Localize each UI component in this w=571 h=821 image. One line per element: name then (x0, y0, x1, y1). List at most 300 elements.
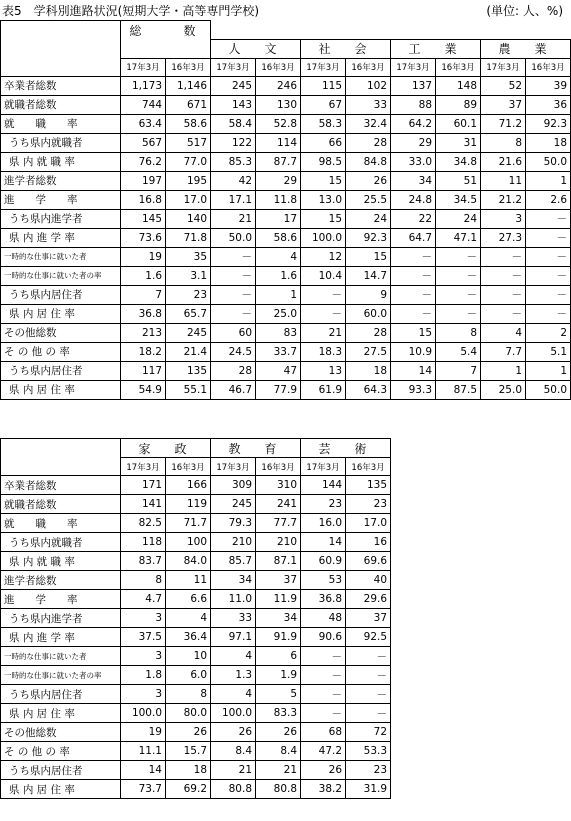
table-cell: 92.3 (526, 114, 571, 133)
table-cell: － (436, 304, 481, 323)
table-cell: 21 (256, 761, 301, 780)
table-cell: 8 (166, 685, 211, 704)
table-cell: 36.8 (301, 590, 346, 609)
table-cell: 71.7 (166, 514, 211, 533)
table-row (1, 266, 571, 285)
table-row (1, 685, 391, 704)
row-label: 県 内 居 住 率 (1, 380, 121, 399)
group-header: 教 育 (211, 439, 301, 458)
table-cell: 5.4 (436, 342, 481, 361)
table-cell: 3.1 (166, 266, 211, 285)
table-cell: 88 (391, 95, 436, 114)
table-cell: 60.9 (301, 552, 346, 571)
table-cell: 46.7 (211, 380, 256, 399)
row-label: うち県内進学者 (1, 209, 121, 228)
table-cell: 4 (481, 323, 526, 342)
table-cell: 1.9 (256, 666, 301, 685)
row-label: 一時的な仕事に就いた者の率 (1, 266, 121, 285)
table-cell: 24 (436, 209, 481, 228)
table-cell: 80.0 (166, 704, 211, 723)
table-cell: 8.4 (256, 742, 301, 761)
table-cell: 11 (166, 571, 211, 590)
table-cell: 34 (391, 171, 436, 190)
table-cell: 1 (526, 171, 571, 190)
table-cell: 87.7 (256, 152, 301, 171)
table-row (1, 190, 571, 209)
table-cell: 91.9 (256, 628, 301, 647)
table-cell: 21 (211, 209, 256, 228)
table-cell: － (346, 704, 391, 723)
table-cell: 1.6 (256, 266, 301, 285)
table-row (1, 76, 571, 95)
table-row (1, 380, 571, 399)
table-row (1, 285, 571, 304)
table-cell: 100.0 (301, 228, 346, 247)
table-row (1, 133, 571, 152)
table-cell: － (526, 304, 571, 323)
table-cell: 10.9 (391, 342, 436, 361)
table-cell: 27.3 (481, 228, 526, 247)
table-cell: 23 (346, 495, 391, 514)
table-cell: 15 (301, 171, 346, 190)
table-cell: 3 (121, 647, 166, 666)
row-label: 卒業者総数 (1, 76, 121, 95)
row-label: うち県内進学者 (1, 609, 121, 628)
row-label: 就 職 率 (1, 514, 121, 533)
table-cell: 29.6 (346, 590, 391, 609)
table-row (1, 342, 571, 361)
table-cell: 76.2 (121, 152, 166, 171)
table-cell: 33.7 (256, 342, 301, 361)
table-cell: 25.0 (256, 304, 301, 323)
table-cell: 26 (301, 761, 346, 780)
table-cell: － (301, 666, 346, 685)
table-row (1, 171, 571, 190)
column-header: 16年3月 (346, 458, 391, 476)
table-cell: 11.0 (211, 590, 256, 609)
table-cell: 29 (391, 133, 436, 152)
table-cell: 31.9 (346, 780, 391, 799)
row-label: 県 内 就 職 率 (1, 552, 121, 571)
table-cell: 15.7 (166, 742, 211, 761)
table-row (1, 247, 571, 266)
table-cell: － (436, 266, 481, 285)
row-label: うち県内居住者 (1, 685, 121, 704)
table-cell: 50.0 (211, 228, 256, 247)
table-row (1, 152, 571, 171)
table-cell: 17.0 (166, 190, 211, 209)
row-label: そ の 他 の 率 (1, 342, 121, 361)
table-cell: 5 (256, 685, 301, 704)
table-cell: 83.3 (256, 704, 301, 723)
table-cell: 246 (256, 76, 301, 95)
table-cell: － (481, 304, 526, 323)
table-cell: 73.6 (121, 228, 166, 247)
column-header: 16年3月 (436, 58, 481, 76)
table-cell: 92.5 (346, 628, 391, 647)
table-cell: 58.6 (256, 228, 301, 247)
table-cell: 23 (346, 761, 391, 780)
table-cell: 1,146 (166, 76, 211, 95)
table-cell: 17 (256, 209, 301, 228)
table-cell: 60.0 (346, 304, 391, 323)
table-row (1, 609, 391, 628)
table-cell: 245 (211, 76, 256, 95)
table-row (1, 514, 391, 533)
table-cell: － (526, 228, 571, 247)
table-cell: 2 (526, 323, 571, 342)
column-header: 17年3月 (211, 458, 256, 476)
header-total-cont (121, 39, 211, 58)
table-row (1, 571, 391, 590)
row-label: うち県内居住者 (1, 361, 121, 380)
table-cell: 119 (166, 495, 211, 514)
table-cell: 26 (166, 723, 211, 742)
table-cell: 28 (211, 361, 256, 380)
table-cell: 100 (166, 533, 211, 552)
row-label: 県 内 居 住 率 (1, 780, 121, 799)
table-cell: 4.7 (121, 590, 166, 609)
table-cell: 28 (346, 133, 391, 152)
table-cell: 1.3 (211, 666, 256, 685)
table-cell: 166 (166, 476, 211, 495)
column-header: 17年3月 (481, 58, 526, 76)
column-header: 16年3月 (346, 58, 391, 76)
table-cell: 51 (436, 171, 481, 190)
row-label: 一時的な仕事に就いた者 (1, 247, 121, 266)
table-cell: 47.2 (301, 742, 346, 761)
group-header: 芸 術 (301, 439, 391, 458)
table-cell: 21.6 (481, 152, 526, 171)
row-label: 県 内 進 学 率 (1, 628, 121, 647)
table-cell: 64.2 (391, 114, 436, 133)
table-cell: 114 (256, 133, 301, 152)
table-cell: 8 (121, 571, 166, 590)
table-cell: 100.0 (211, 704, 256, 723)
table-cell: 23 (166, 285, 211, 304)
table-cell: 21 (211, 761, 256, 780)
table-cell: 100.0 (121, 704, 166, 723)
table-row (1, 114, 571, 133)
table-row (1, 742, 391, 761)
table-cell: 53.3 (346, 742, 391, 761)
row-label: 就 職 率 (1, 114, 121, 133)
table-cell: 15 (301, 209, 346, 228)
table-cell: 69.2 (166, 780, 211, 799)
table-cell: 24.5 (211, 342, 256, 361)
row-label: 進 学 率 (1, 590, 121, 609)
corner-cell (1, 21, 121, 77)
table-cell: 48 (301, 609, 346, 628)
column-header: 16年3月 (166, 58, 211, 76)
table-cell: 130 (256, 95, 301, 114)
table-cell: 14 (391, 361, 436, 380)
table-cell: 34 (211, 571, 256, 590)
table-cell: 33.0 (391, 152, 436, 171)
table-cell: 47 (256, 361, 301, 380)
row-label: 就職者総数 (1, 495, 121, 514)
table-cell: 31 (436, 133, 481, 152)
table-cell: 34 (256, 609, 301, 628)
table-cell: 4 (211, 647, 256, 666)
column-header: 16年3月 (256, 58, 301, 76)
table-cell: － (211, 304, 256, 323)
table-row (1, 761, 391, 780)
table-cell: 245 (166, 323, 211, 342)
table-cell: 28 (346, 323, 391, 342)
table-cell: 245 (211, 495, 256, 514)
table-cell: － (346, 685, 391, 704)
table-cell: 171 (121, 476, 166, 495)
table-cell: 24 (346, 209, 391, 228)
table-cell: 26 (256, 723, 301, 742)
column-header: 16年3月 (166, 458, 211, 476)
table-cell: 85.7 (211, 552, 256, 571)
row-label: 進学者総数 (1, 571, 121, 590)
table-cell: 241 (256, 495, 301, 514)
table-cell: － (481, 266, 526, 285)
group-header: 人 文 (211, 39, 301, 58)
table-cell: 90.6 (301, 628, 346, 647)
table-cell: 66 (301, 133, 346, 152)
table-cell: 3 (121, 685, 166, 704)
row-label: 県 内 居 住 率 (1, 704, 121, 723)
table-cell: 115 (301, 76, 346, 95)
table-cell: 64.7 (391, 228, 436, 247)
table-cell: 65.7 (166, 304, 211, 323)
table-cell: 16.8 (121, 190, 166, 209)
table-cell: 102 (346, 76, 391, 95)
table-cell: 197 (121, 171, 166, 190)
table-row (1, 495, 391, 514)
table-cell: 82.5 (121, 514, 166, 533)
table-cell: 67 (301, 95, 346, 114)
table-cell: － (301, 704, 346, 723)
table-cell: 118 (121, 533, 166, 552)
table-cell: 11.8 (256, 190, 301, 209)
table-cell: 14.7 (346, 266, 391, 285)
row-label: 県 内 居 住 率 (1, 304, 121, 323)
table-cell: 15 (391, 323, 436, 342)
table-cell: 26 (346, 171, 391, 190)
table-cell: － (211, 266, 256, 285)
table-cell: 143 (211, 95, 256, 114)
table-cell: 98.5 (301, 152, 346, 171)
table-cell: － (526, 266, 571, 285)
column-header: 17年3月 (121, 458, 166, 476)
table-cell: 567 (121, 133, 166, 152)
table-cell: 73.7 (121, 780, 166, 799)
table-cell: 42 (211, 171, 256, 190)
table-cell: － (481, 285, 526, 304)
table-cell: 52 (481, 76, 526, 95)
row-label: うち県内就職者 (1, 533, 121, 552)
table-cell: 310 (256, 476, 301, 495)
table-cell: 54.9 (121, 380, 166, 399)
column-header: 16年3月 (526, 58, 571, 76)
table-cell: － (301, 647, 346, 666)
table-cell: 83 (256, 323, 301, 342)
table-cell: 37.5 (121, 628, 166, 647)
table-cell: 4 (256, 247, 301, 266)
table-cell: 744 (121, 95, 166, 114)
table-cell: 210 (211, 533, 256, 552)
column-header: 17年3月 (211, 58, 256, 76)
table-cell: － (391, 247, 436, 266)
table-cell: 36 (526, 95, 571, 114)
table-cell: 671 (166, 95, 211, 114)
table-cell: 1 (481, 361, 526, 380)
table-cell: 8.4 (211, 742, 256, 761)
table-cell: 47.1 (436, 228, 481, 247)
table-cell: 21 (301, 323, 346, 342)
row-label: 一時的な仕事に就いた者の率 (1, 666, 121, 685)
table-cell: 6.6 (166, 590, 211, 609)
table-cell: 16.0 (301, 514, 346, 533)
table-cell: 1.6 (121, 266, 166, 285)
table-cell: － (346, 647, 391, 666)
row-label: 県 内 進 学 率 (1, 228, 121, 247)
table-cell: 14 (121, 761, 166, 780)
table-row (1, 361, 571, 380)
table-cell: 7 (436, 361, 481, 380)
table-cell: 40 (346, 571, 391, 590)
column-header: 17年3月 (301, 458, 346, 476)
header-total: 総 数 (121, 21, 211, 40)
table-cell: 11.1 (121, 742, 166, 761)
table-cell: 80.8 (211, 780, 256, 799)
table-cell: 64.3 (346, 380, 391, 399)
table-cell: 71.2 (481, 114, 526, 133)
row-label: 進 学 率 (1, 190, 121, 209)
table-cell: 93.3 (391, 380, 436, 399)
table-cell: 2.6 (526, 190, 571, 209)
table-cell: 17.1 (211, 190, 256, 209)
table-cell: － (436, 285, 481, 304)
table-cell: 92.3 (346, 228, 391, 247)
table-cell: 6.0 (166, 666, 211, 685)
row-label: 進学者総数 (1, 171, 121, 190)
table-cell: 11 (481, 171, 526, 190)
table-cell: 145 (121, 209, 166, 228)
table-cell: 22 (391, 209, 436, 228)
row-label: 就職者総数 (1, 95, 121, 114)
row-label: 県 内 就 職 率 (1, 152, 121, 171)
table-cell: 117 (121, 361, 166, 380)
corner-cell (1, 439, 121, 476)
table-cell: 309 (211, 476, 256, 495)
table-cell: － (391, 285, 436, 304)
table-cell: 10.4 (301, 266, 346, 285)
table-cell: 85.3 (211, 152, 256, 171)
table-cell: 58.6 (166, 114, 211, 133)
table-cell: 25.0 (481, 380, 526, 399)
table-cell: 97.1 (211, 628, 256, 647)
table-cell: 13.0 (301, 190, 346, 209)
table-cell: 71.8 (166, 228, 211, 247)
table-cell: 8 (436, 323, 481, 342)
row-label: その他総数 (1, 723, 121, 742)
table-cell: 50.0 (526, 152, 571, 171)
table-cell: 37 (481, 95, 526, 114)
table-row (1, 476, 391, 495)
row-label: そ の 他 の 率 (1, 742, 121, 761)
table-cell: 18.2 (121, 342, 166, 361)
table-cell: 18 (526, 133, 571, 152)
table-cell: － (211, 247, 256, 266)
table-cell: 21.2 (481, 190, 526, 209)
table-row (1, 723, 391, 742)
table-row (1, 704, 391, 723)
table-cell: 122 (211, 133, 256, 152)
table-cell: 3 (481, 209, 526, 228)
table-cell: 4 (166, 609, 211, 628)
table-cell: － (391, 304, 436, 323)
table-cell: 18.3 (301, 342, 346, 361)
table-cell: 50.0 (526, 380, 571, 399)
table-cell: 32.4 (346, 114, 391, 133)
header-blank (211, 21, 571, 40)
table-cell: 84.0 (166, 552, 211, 571)
column-header: 17年3月 (121, 58, 166, 76)
table-cell: 69.6 (346, 552, 391, 571)
table-cell: 213 (121, 323, 166, 342)
table-cell: 19 (121, 723, 166, 742)
table-cell: 195 (166, 171, 211, 190)
table-cell: 17.0 (346, 514, 391, 533)
table-cell: 517 (166, 133, 211, 152)
table-cell: 148 (436, 76, 481, 95)
table-row (1, 628, 391, 647)
table-cell: 1,173 (121, 76, 166, 95)
table-cell: 1 (526, 361, 571, 380)
table-cell: 34.5 (436, 190, 481, 209)
table-cell: 135 (346, 476, 391, 495)
table-cell: 33 (211, 609, 256, 628)
table-cell: 135 (166, 361, 211, 380)
row-label: 卒業者総数 (1, 476, 121, 495)
table-cell: 34.8 (436, 152, 481, 171)
table-1 (0, 20, 571, 400)
table-row (1, 552, 391, 571)
table-cell: 6 (256, 647, 301, 666)
table-cell: － (301, 685, 346, 704)
group-header: 家 政 (121, 439, 211, 458)
table-cell: 60.1 (436, 114, 481, 133)
table-cell: 12 (301, 247, 346, 266)
table-row (1, 666, 391, 685)
table-cell: 37 (346, 609, 391, 628)
table-cell: － (211, 285, 256, 304)
table-cell: 210 (256, 533, 301, 552)
table-row (1, 209, 571, 228)
table-cell: 27.5 (346, 342, 391, 361)
table-cell: 23 (301, 495, 346, 514)
row-label: うち県内居住者 (1, 285, 121, 304)
table-cell: 36.8 (121, 304, 166, 323)
table-cell: 1 (256, 285, 301, 304)
table-cell: － (301, 304, 346, 323)
table-cell: 89 (436, 95, 481, 114)
table-cell: － (391, 266, 436, 285)
group-header: 社 会 (301, 39, 391, 58)
table-cell: 140 (166, 209, 211, 228)
table-row (1, 590, 391, 609)
table-cell: 16 (346, 533, 391, 552)
table-cell: 58.4 (211, 114, 256, 133)
table-cell: 1.8 (121, 666, 166, 685)
group-header: 農 業 (481, 39, 571, 58)
